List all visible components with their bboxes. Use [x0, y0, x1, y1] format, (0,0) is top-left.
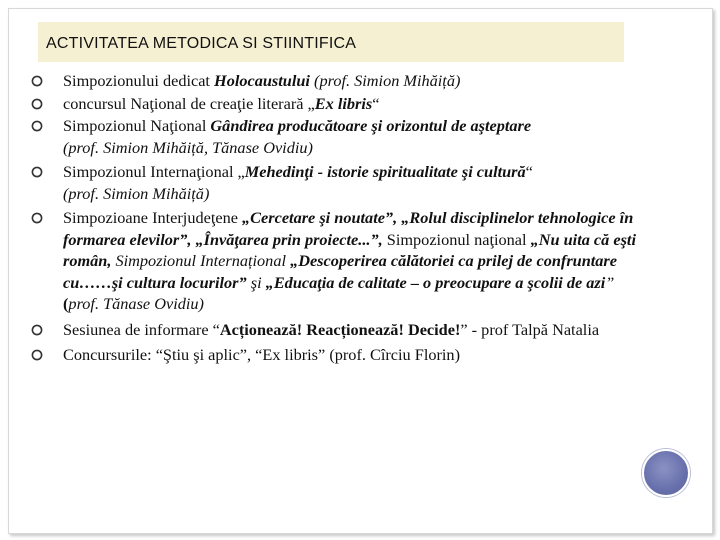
bullet-emphasis: Acționează! Reacționează! Decide! [219, 319, 461, 339]
decorative-circle [642, 449, 690, 497]
bullet-text: ” - prof Talpă Natalia [460, 319, 600, 339]
ring-bullet-icon [30, 211, 44, 225]
bullet-item-holocaust [30, 70, 650, 92]
bullet-author: (prof. Simion Mihăiță) [309, 71, 461, 90]
bullet-emphasis: Mehedinţi - istorie spiritualitate şi cultură [244, 162, 526, 181]
bullet-item-gandirea [30, 115, 650, 158]
bullet-text: Concursurile: “Ştiu şi aplic”, “Ex libris” (prof. Cîrciu Florin) [63, 345, 460, 364]
ring-bullet-icon [30, 348, 44, 362]
bullet-text: Simpozioane Interjudeţene [63, 208, 243, 227]
bullet-list [30, 66, 650, 366]
bullet-emphasis: Ex libris [314, 93, 373, 113]
bullet-text: ” [605, 272, 615, 292]
bullet-emphasis: Gândirea producătoare şi orizontul de aşteptare [210, 116, 532, 135]
bullet-item-mehedinti [30, 161, 650, 204]
slide-title: ACTIVITATEA METODICA SI STIINTIFICA [46, 35, 357, 52]
bullet-item-concursurile [30, 344, 650, 366]
bullet-author: prof. Tănase Ovidiu) [68, 294, 204, 313]
title-box [38, 22, 624, 62]
bullet-text: Simpozionul Naţional [63, 116, 211, 135]
bullet-text: Simpozionul naţional [382, 229, 531, 249]
bullet-emphasis: „Cercetare şi noutate”, „Rolul disciplinelor tehnologice în formarea elevilor”, „Învăţarea prin proiecte...”, [63, 208, 634, 249]
bullet-text: “ [525, 162, 533, 181]
bullet-text: concursul Naţional de creaţie literară „ [63, 93, 315, 113]
bullet-item-sesiunea [30, 319, 650, 341]
bullet-text: şi [246, 272, 266, 292]
bullet-text: Simpozionului dedicat [63, 71, 215, 90]
bullet-item-interjudetene [30, 207, 650, 315]
ring-bullet-icon [30, 119, 44, 133]
bullet-text: ( [63, 294, 69, 313]
bullet-item-ex-libris [30, 93, 650, 115]
bullet-emphasis: „Nu uita că eşti român, [63, 229, 636, 270]
bullet-emphasis: Holocaustului [214, 71, 310, 90]
ring-bullet-icon [30, 74, 44, 88]
bullet-text: Simpozionul Internaţional „ [63, 162, 245, 181]
bullet-author: (prof. Simion Mihăiță) [63, 183, 210, 203]
bullet-emphasis: „Educaţia de calitate – o preocupare a şcolii de azi [265, 272, 606, 292]
bullet-text: “ [372, 93, 380, 113]
bullet-text: Sesiunea de informare “ [63, 319, 220, 339]
bullet-text: Simpozionul Internațional [111, 251, 291, 270]
bullet-emphasis: „Descoperirea călătoriei ca prilej de confruntare cu……şi cultura locurilor” [63, 251, 617, 292]
bullet-author: (prof. Simion Mihăiță, Tănase Ovidiu) [63, 137, 313, 157]
ring-bullet-icon [30, 165, 44, 179]
ring-bullet-icon [30, 97, 44, 111]
ring-bullet-icon [30, 323, 44, 337]
